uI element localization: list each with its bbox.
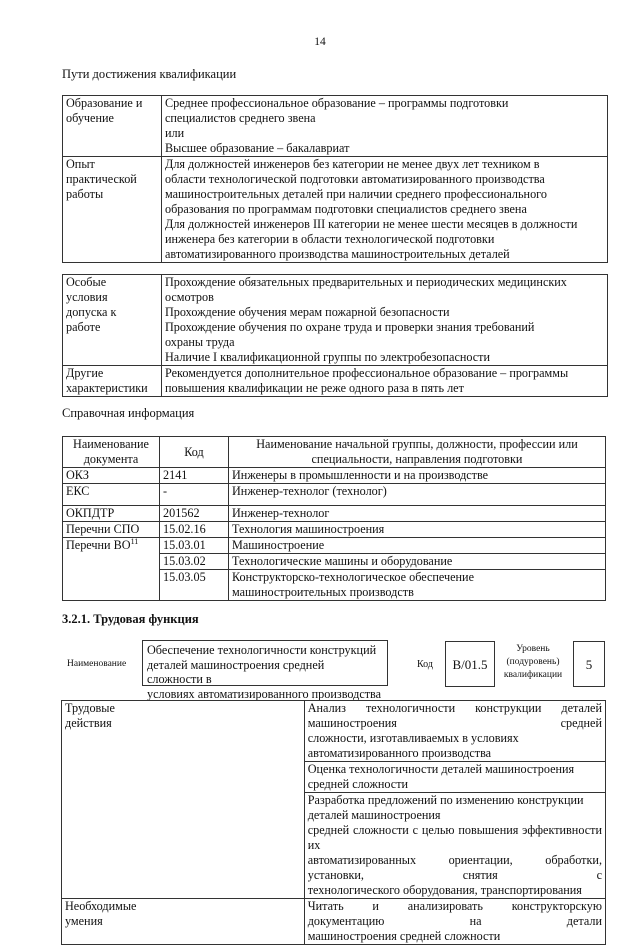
cell-doc: Перечни СПО bbox=[63, 522, 160, 538]
cell-code: - bbox=[160, 484, 229, 506]
table-header-row bbox=[63, 437, 606, 468]
cell-title: Технология машиностроения bbox=[229, 522, 606, 538]
reference-table bbox=[62, 436, 606, 601]
row-label: Образование и обучение bbox=[63, 96, 162, 157]
row-content: Рекомендуется дополнительное профессиональное образование – программы повышения квалификации не реже одного раза в пять лет bbox=[162, 366, 608, 397]
cell-code: 2141 bbox=[160, 468, 229, 484]
qualification-level-label: Уровень (подуровень) квалификации bbox=[503, 644, 563, 680]
table-row bbox=[63, 468, 606, 484]
cell-doc: ОКПДТР bbox=[63, 506, 160, 522]
qualification-level-box: 5 bbox=[573, 641, 605, 687]
reference-heading: Справочная информация bbox=[62, 406, 195, 420]
table-row bbox=[63, 157, 608, 263]
column-header-code: Код bbox=[160, 437, 229, 468]
row-content: Среднее профессиональное образование – программы подготовки специалистов среднего звена или Высшее образование – бакалавриат bbox=[162, 96, 608, 157]
function-name-label: Наименование bbox=[67, 659, 127, 669]
cell-title: Инженер-технолог (технолог) bbox=[229, 484, 606, 506]
page-number: 14 bbox=[314, 36, 326, 48]
cell-doc: ОКЗ bbox=[63, 468, 160, 484]
cell-doc: Перечни ВО$^{11}$ bbox=[63, 538, 160, 601]
conditions-table bbox=[62, 274, 608, 397]
cell-title: Машиностроение bbox=[229, 538, 606, 554]
function-name-box: Обеспечение технологичности конструкций деталей машиностроения средней сложности в условиях автоматизированного производства bbox=[142, 640, 388, 686]
table-row bbox=[62, 701, 606, 762]
row-content: Прохождение обязательных предварительных и периодических медицинских осмотров Прохождение обучения мерам пожарной безопасности Прохождение обучения по охране труда и проверки знания требований охраны труда Наличие I квалификационной группы по электробезопасности bbox=[162, 275, 608, 366]
column-header-doc-name: Наименование документа bbox=[63, 437, 160, 468]
cell-title: Конструкторско-технологическое обеспечение машиностроительных производств bbox=[229, 570, 606, 601]
cell-code: 15.02.16 bbox=[160, 522, 229, 538]
cell-code: 15.03.05 bbox=[160, 570, 229, 601]
column-header-title: Наименование начальной группы, должности, профессии или специальности, направления подготовки bbox=[229, 437, 606, 468]
row-content: Для должностей инженеров без категории не менее двух лет техником в области технологической подготовки автоматизированного производства машиностроительных деталей при наличии среднего профессионального образования по программам подготовки специалистов среднего звена Для должностей инженеров III категории не менее шести месяцев в должности инженера без категории в области технологической подготовки автоматизированного производства машиностроительных деталей bbox=[162, 157, 608, 263]
qualification-paths-heading: Пути достижения квалификации bbox=[62, 67, 237, 81]
labor-actions-table bbox=[61, 700, 606, 945]
action-item: Разработка предложений по изменению конструкции деталей машиностроения средней сложности с целью повышения эффективности их автоматизированных ориентации, обработки, установки, снятия с технологического оборудования, транспортирования bbox=[304, 793, 605, 899]
table-row bbox=[63, 506, 606, 522]
table-row bbox=[63, 538, 606, 554]
cell-code: 15.03.01 bbox=[160, 538, 229, 554]
table-row bbox=[63, 275, 608, 366]
skill-item: Читать и анализировать конструкторскую документацию на детали машиностроения средней сложности bbox=[304, 899, 605, 945]
footnote-marker: 11 bbox=[130, 536, 139, 546]
table-row bbox=[63, 522, 606, 538]
row-label: Другие характеристики bbox=[63, 366, 162, 397]
function-code-box: B/01.5 bbox=[445, 641, 495, 687]
table-row bbox=[62, 899, 606, 945]
table-row bbox=[63, 366, 608, 397]
cell-title: Технологические машины и оборудование bbox=[229, 554, 606, 570]
row-label: Особые условия допуска к работе bbox=[63, 275, 162, 366]
cell-title: Инженер-технолог bbox=[229, 506, 606, 522]
table-row bbox=[63, 484, 606, 506]
table-row bbox=[63, 96, 608, 157]
row-label: Трудовые действия bbox=[62, 701, 305, 899]
action-item: Анализ технологичности конструкции деталей машиностроения средней сложности, изготавливаемых в условиях автоматизированного производства bbox=[304, 701, 605, 762]
row-label: Необходимые умения bbox=[62, 899, 305, 945]
cell-code: 201562 bbox=[160, 506, 229, 522]
function-code-label: Код bbox=[417, 659, 433, 670]
action-item: Оценка технологичности деталей машиностроения средней сложности bbox=[304, 762, 605, 793]
qualification-paths-table bbox=[62, 95, 608, 263]
row-label: Опыт практической работы bbox=[63, 157, 162, 263]
cell-doc: ЕКС bbox=[63, 484, 160, 506]
cell-title: Инженеры в промышленности и на производстве bbox=[229, 468, 606, 484]
cell-code: 15.03.02 bbox=[160, 554, 229, 570]
labor-function-heading: 3.2.1. Трудовая функция bbox=[62, 612, 199, 626]
